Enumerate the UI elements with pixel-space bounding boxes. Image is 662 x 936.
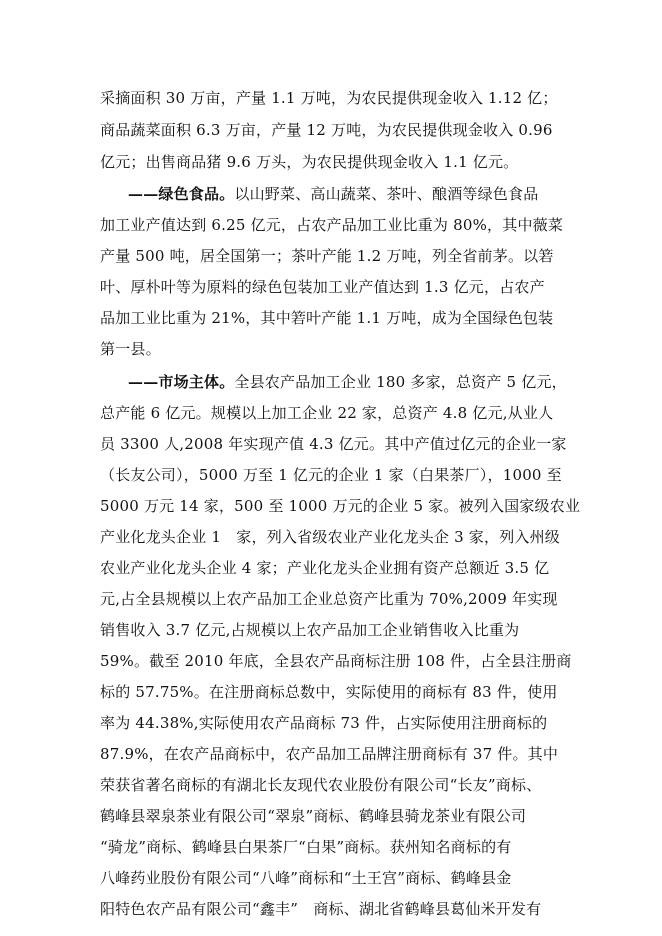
body-line: 标的 57.75%。在注册商标总数中，实际使用的商标有 83 件，使用 — [100, 683, 558, 701]
body-line: 阳特色农产品有限公司“鑫丰” 商标、湖北省鹤峰县葛仙米开发有 — [100, 900, 542, 918]
body-line: “骑龙”商标、鹤峰县白果茶厂“白果”商标。获州知名商标的有 — [100, 838, 512, 856]
body-line: 产业化龙头企业 1 家，列入省级农业产业化龙头企 3 家，列入州级 — [100, 528, 560, 546]
body-line: 采摘面积 30 万亩，产量 1.1 万吨，为农民提供现金收入 1.12 亿； — [100, 89, 558, 107]
green-food-intro: 以山野菜、高山蔬菜、茶叶、酿酒等绿色食品 — [234, 185, 539, 203]
market-paragraph-start — [128, 372, 567, 392]
body-line: 总产能 6 亿元。规模以上加工企业 22 家，总资产 4.8 亿元,从业人 — [100, 404, 554, 422]
body-line: 加工业产值达到 6.25 亿元，占农产品加工业比重为 80%，其中薇菜 — [100, 216, 564, 234]
body-line: 率为 44.38%,实际使用农产品商标 73 件，占实际使用注册商标的 — [100, 714, 548, 732]
market-heading: ——市场主体。 — [128, 373, 235, 391]
body-line: 5000 万元 14 家，500 至 1000 万元的企业 5 家。被列入国家级农业 — [100, 497, 581, 515]
body-line: 品加工业比重为 21%，其中箬叶产能 1.1 万吨，成为全国绿色包装 — [100, 309, 554, 327]
body-line: 商品蔬菜面积 6.3 万亩，产量 12 万吨，为农民提供现金收入 0.96 — [100, 121, 553, 139]
body-line: 农业产业化龙头企业 4 家；产业化龙头企业拥有资产总额近 3.5 亿 — [100, 559, 550, 577]
body-line: 第一县。 — [100, 340, 161, 358]
body-line: 鹤峰县翠泉茶业有限公司“翠泉”商标、鹤峰县骑龙茶业有限公司 — [100, 807, 527, 825]
green-food-paragraph-start — [128, 184, 538, 204]
body-line: 产量 500 吨，居全国第一；茶叶产能 1.2 万吨，列全省前茅。以箬 — [100, 247, 554, 265]
body-line: 荣获省著名商标的有湖北长友现代农业股份有限公司“长友”商标、 — [100, 776, 542, 794]
market-intro: 全县农产品加工企业 180 多家，总资产 5 亿元， — [234, 373, 567, 391]
body-line: 八峰药业股份有限公司“八峰”商标和“土王宫”商标、鹤峰县金 — [100, 869, 512, 887]
body-line: 销售收入 3.7 亿元,占规模以上农产品加工企业销售收入比重为 — [100, 621, 520, 639]
body-line: 叶、厚朴叶等为原料的绿色包装加工业产值达到 1.3 亿元，占农产 — [100, 278, 545, 296]
body-line: 员 3300 人,2008 年实现产值 4.3 亿元。其中产值过亿元的企业一家 — [100, 435, 567, 453]
body-line: 87.9%，在农产品商标中，农产品加工品牌注册商标有 37 件。其中 — [100, 745, 559, 763]
body-line: 元,占全县规模以上农产品加工企业总资产比重为 70%,2009 年实现 — [100, 590, 558, 608]
body-line: 亿元；出售商品猪 9.6 万头，为农民提供现金收入 1.1 亿元。 — [100, 153, 519, 171]
body-line: 59%。截至 2010 年底，全县农产品商标注册 108 件，占全县注册商 — [100, 652, 572, 670]
green-food-heading: ——绿色食品。 — [128, 185, 235, 203]
body-line: （长友公司），5000 万至 1 亿元的企业 1 家（白果茶厂），1000 至 — [100, 466, 562, 484]
